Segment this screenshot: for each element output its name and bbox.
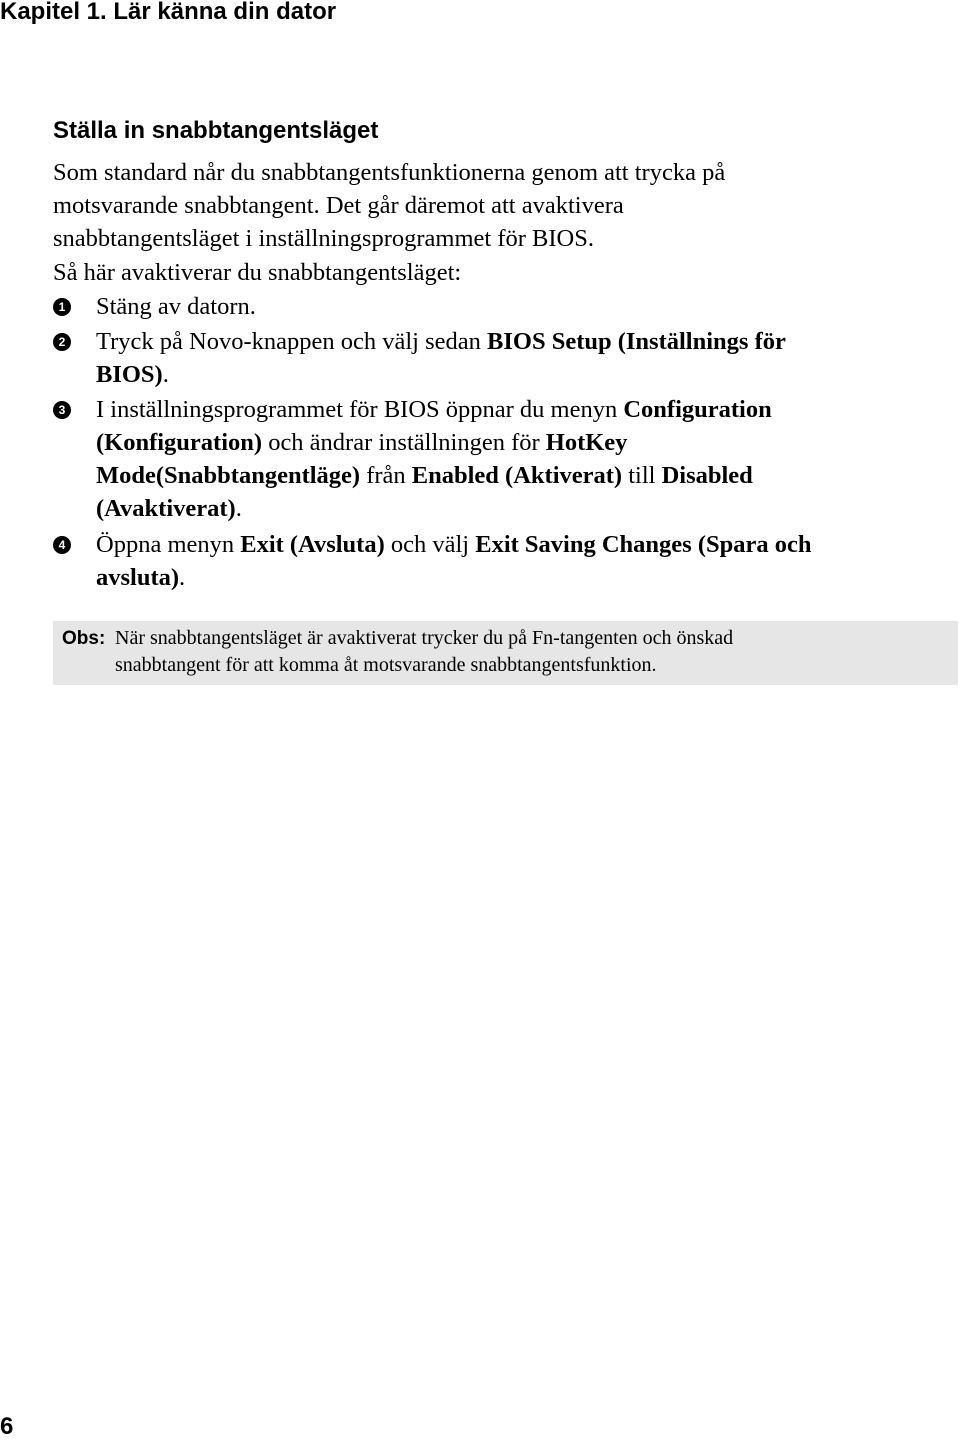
page-number: 6 <box>0 1413 14 1440</box>
step-line <box>96 528 958 561</box>
step-text-part: Öppna menyn <box>96 531 241 558</box>
step-line <box>96 358 958 391</box>
step-bold-part: Enabled (Aktiverat) <box>411 462 623 489</box>
howto-text: Så här avaktiverar du snabbtangentsläget: <box>53 259 462 286</box>
step-bold-part: Disabled <box>661 462 753 489</box>
step-text-part: och ändrar inställningen för <box>262 429 546 456</box>
step-item <box>53 393 958 525</box>
note-text <box>115 625 945 679</box>
step-line <box>96 561 958 594</box>
step-bold-part: BIOS) <box>96 361 163 388</box>
intro-line: motsvarande snabbtangent. Det går däremot att avaktivera <box>53 192 624 219</box>
step-bold-part: BIOS Setup (Inställnings för <box>487 328 786 355</box>
step-text-part: I inställningsprogrammet för BIOS öppnar du menyn <box>96 396 624 423</box>
note-box <box>53 621 958 685</box>
step-bold-part: Exit (Avsluta) <box>240 531 385 558</box>
step-number-badge: 4 <box>53 536 71 554</box>
note-line: När snabbtangentsläget är avaktiverat trycker du på Fn-tangenten och önskad <box>115 627 734 649</box>
step-text-part: . <box>162 361 169 388</box>
step-bold-part: Exit Saving Changes (Spara och <box>475 531 812 558</box>
intro-paragraph <box>53 156 953 255</box>
step-line <box>96 426 958 459</box>
step-text <box>96 325 958 391</box>
step-number-badge: 1 <box>53 298 71 316</box>
step-item <box>53 528 958 594</box>
step-text-part: till <box>622 462 662 489</box>
note-label: Obs: <box>62 628 106 649</box>
step-bold-part: HotKey <box>545 429 628 456</box>
step-number-badge: 3 <box>53 401 71 419</box>
step-line <box>96 325 958 358</box>
step-line <box>96 492 958 525</box>
step-bold-part: Configuration <box>623 396 772 423</box>
step-text-part: och välj <box>384 531 476 558</box>
step-item <box>53 290 958 323</box>
step-text-part: Stäng av datorn. <box>96 293 256 320</box>
step-text-part: Tryck på Novo-knappen och välj sedan <box>96 328 488 355</box>
step-text-part: . <box>179 564 186 591</box>
intro-line: Som standard når du snabbtangentsfunktionerna genom att trycka på <box>53 159 726 186</box>
step-text-part: från <box>360 462 412 489</box>
step-text <box>96 290 958 323</box>
step-bold-part: (Avaktiverat) <box>96 495 236 522</box>
chapter-header: Kapitel 1. Lär känna din dator <box>0 0 337 25</box>
step-item <box>53 325 958 391</box>
step-number-badge: 2 <box>53 333 71 351</box>
note-line: snabbtangent för att komma åt motsvarande snabbtangentsfunktion. <box>115 654 657 676</box>
step-line <box>96 459 958 492</box>
step-text-part: . <box>235 495 242 522</box>
step-text <box>96 393 958 525</box>
step-bold-part: (Konfiguration) <box>96 429 263 456</box>
section-title: Ställa in snabbtangentsläget <box>53 117 379 144</box>
step-line <box>96 393 958 426</box>
intro-line: snabbtangentsläget i inställningsprogrammet för BIOS. <box>53 225 594 252</box>
steps-list <box>53 290 958 596</box>
step-bold-part: Mode(Snabbtangentläge) <box>96 462 361 489</box>
step-line <box>96 290 958 323</box>
step-text <box>96 528 958 594</box>
step-bold-part: avsluta) <box>96 564 180 591</box>
